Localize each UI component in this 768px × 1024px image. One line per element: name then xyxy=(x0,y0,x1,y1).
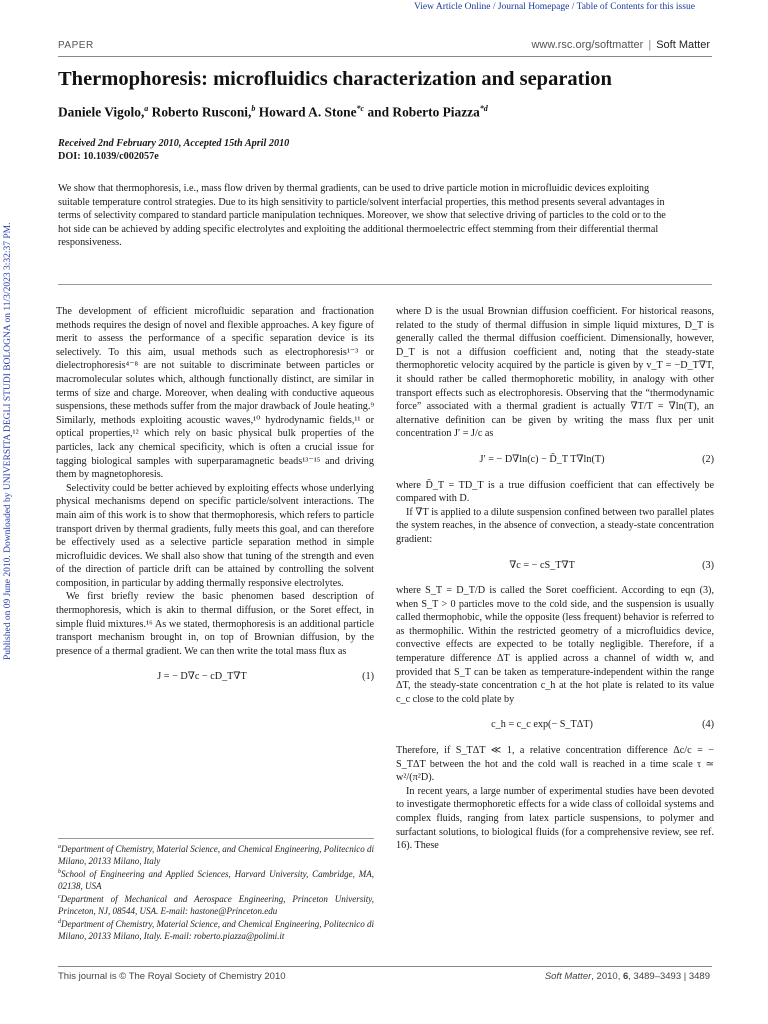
footer-year: , 2010, xyxy=(591,971,623,982)
author-name: and Roberto Piazza xyxy=(367,104,480,120)
nav-separator: / xyxy=(490,2,498,12)
footer-pages: , 3489–3493 | 3489 xyxy=(628,971,710,982)
author-name: Howard A. Stone xyxy=(258,104,357,120)
body-paragraph: Selectivity could be better achieved by exploiting effects whose underlying physical mechanisms depend on specific particle/solvent interactions. The main aim of this work is to show that thermophoresis, which refers to particle transport driven by thermal gradients, fully meets this goal, and can therefore be effectively used as a selective particle separation method in simple microfluidic devices. We shall also show that tuning of the strength and even of the direction of particle drift can be attained by controlling the solvent composition, in particular by adding thermally responsive electrolytes. xyxy=(56,482,374,589)
article-title: Thermophoresis: microfluidics characterization and separation xyxy=(58,68,612,90)
footer-divider xyxy=(58,966,712,967)
doi[interactable]: DOI: 10.1039/c002057e xyxy=(58,151,159,162)
body-paragraph: where D is the usual Brownian diffusion coefficient. For historical reasons, related to the study of thermal diffusion in simple liquid mixtures, D_T is generally called the thermal diffusion coefficient. Dimensionally, however, D_T is not a diffusion coefficient and, noting that the steady-state thermophoretic velocity acquired by the particle is given by v_T = −D_T∇T, it should rather be called thermophoretic mobility, in analogy with other transport effects such as electrophoresis. Observing that the “thermodynamic force” associated with a thermal gradient is actually ∇T/T = ∇ln(T), an alternative definition can be given by writing the mass flux per unit concentration J′ = J/c as xyxy=(396,306,714,440)
journal-url[interactable]: www.rsc.org/softmatter xyxy=(531,39,644,51)
article-type-label: PAPER xyxy=(58,40,94,51)
affiliation-item xyxy=(58,892,374,917)
abstract-divider xyxy=(58,284,712,285)
body-paragraph: where S_T = D_T/D is called the Soret coefficient. According to eqn (3), when S_T > 0 particles move to the cold side, and the suspension is usually called thermophobic, while the opposite (less frequent) behavior is referred to as thermophilic. Within the restricted geometry of a microfluidics device, convective effects are expected to be totally negligible. Therefore, if a temperature difference ΔT is applied across a channel of width w, and provided that S_T can be taken as temperature-independent within the range ΔT, the steady-state concentration c_h at the hot plate is related to its value c_c close to the cold plate by xyxy=(396,585,714,705)
equation-expression: J = − D∇c − cD_T∇T xyxy=(157,671,247,683)
affiliation-item xyxy=(58,917,374,942)
body-paragraph: If ∇T is applied to a dilute suspension confined between two parallel plates the system reaches, in the absence of convection, a steady-state concentration gradient: xyxy=(396,506,714,545)
top-links xyxy=(414,2,695,12)
top-navigation xyxy=(0,2,768,14)
equation-expression: ∇c = − cS_T∇T xyxy=(509,559,575,571)
header-divider xyxy=(58,56,712,57)
affiliation-mark: a xyxy=(58,844,61,850)
author-name: Daniele Vigolo, xyxy=(58,104,145,120)
equation-number: (3) xyxy=(702,559,714,571)
affiliation-mark: d xyxy=(58,919,61,925)
body-column-left xyxy=(56,305,374,696)
affiliation-item xyxy=(58,842,374,867)
footer-journal: Soft Matter xyxy=(544,971,592,982)
author-affiliation-mark: b xyxy=(251,104,256,113)
nav-separator: / xyxy=(569,2,577,12)
affiliation-text: Department of Chemistry, Material Science, and Chemical Engineering, Politecnico di Milano, 20133 Milano, Italy. E-mail: roberto.piazza@polimi.it xyxy=(58,919,374,941)
footnote-divider xyxy=(58,838,374,839)
table-of-contents-link[interactable]: Table of Contents for this issue xyxy=(576,2,695,12)
equation-2 xyxy=(396,453,714,467)
author-affiliation-mark: a xyxy=(144,104,149,113)
equation-number: (4) xyxy=(702,719,714,731)
body-column-right xyxy=(396,305,714,853)
author-affiliation-mark: *d xyxy=(479,104,488,113)
affiliation-mark: b xyxy=(58,869,61,875)
equation-number: (1) xyxy=(362,671,374,683)
received-dates: Received 2nd February 2010, Accepted 15th April 2010 xyxy=(58,138,290,149)
equation-expression: c_h = c_c exp(− S_TΔT) xyxy=(491,719,593,731)
equation-3 xyxy=(396,559,714,573)
copyright-notice: This journal is © The Royal Society of Chemistry 2010 xyxy=(58,971,286,982)
equation-4 xyxy=(396,718,714,732)
footer-volume: 6 xyxy=(622,971,629,982)
author-affiliation-mark: *c xyxy=(356,104,365,113)
affiliation-item xyxy=(58,867,374,892)
abstract: We show that thermophoresis, i.e., mass flow driven by thermal gradients, can be used to drive particle motion in microfluidic devices exploiting suitable temperature control strategies. Due to its high sensitivity to particle/solvent interfacial properties, this method presents several advantages in terms of selectivity compared to standard particle manipulation techniques. Moreover, we show that selective driving of particles to the cold or to the hot side can be achieved by adding specific electrolytes and exploiting the additional thermoelectric effect stemming from their differential thermal responsiveness. xyxy=(58,183,666,248)
author-list xyxy=(58,104,488,120)
body-paragraph: We first briefly review the basic phenomen based description of thermophoresis, which is akin to thermal diffusion, or the Soret effect, in simple fluid mixtures.¹⁶ As we stated, thermophoresis is an additional particle transport mechanism brought in, on top of Brownian diffusion, by the presence of a thermal gradient. We can then write the total mass flux as xyxy=(56,591,374,657)
journal-name: Soft Matter xyxy=(656,39,710,51)
citation-info xyxy=(545,971,710,982)
body-paragraph: The development of efficient microfluidic separation and fractionation methods requires the design of novel and flexible approaches. A key figure of merit to assess the performance of a specific separation device is its selectively. To this aim, usual methods such as electrophoresis¹⁻³ or dielectrophoresis⁴⁻⁸ are not suitable to discriminate between particles or macromolecular solutes which, although functionally distinct, are similar in terms of size and charge. Moreover, when dealing with conductive aqueous suspensions, these methods suffer from the major drawback of Joule heating.⁹ Similarly, methods exploiting acoustic waves,¹⁰ hydrodynamic fields,¹¹ or optical properties,¹² which rely on basic physical bulk properties of the particles, lack any chemical specificity, which is often a crucial issue for tagging biological samples with superparamagnetic beads¹³⁻¹⁵ and driving them by magnetophoresis. xyxy=(56,306,374,481)
affiliation-text: School of Engineering and Applied Sciences, Harvard University, Cambridge, MA, 02138, USA xyxy=(58,869,374,891)
affiliation-text: Department of Chemistry, Material Science, and Chemical Engineering, Politecnico di Milano, 20133 Milano, Italy xyxy=(58,844,374,866)
affiliation-mark: c xyxy=(58,894,61,900)
equation-number: (2) xyxy=(702,453,714,465)
body-paragraph: where D̃_T = TD_T is a true diffusion coefficient that can effectively be compared with D. xyxy=(396,479,714,505)
journal-header xyxy=(531,39,710,51)
affiliations xyxy=(58,842,374,942)
download-banner: Published on 09 June 2010. Downloaded by UNIVERSITA DEGLI STUDI BOLOGNA on 11/3/2023 3:32:37 PM. xyxy=(3,222,13,660)
author-name: Roberto Rusconi, xyxy=(151,104,252,120)
body-paragraph: Therefore, if S_TΔT ≪ 1, a relative concentration difference Δc/c = − S_TΔT between the hot and the cold wall is reached in a time scale τ ≃ w²/(π²D). xyxy=(396,745,714,784)
view-article-online-link[interactable]: View Article Online xyxy=(414,2,491,12)
affiliation-text: Department of Mechanical and Aerospace Engineering, Princeton University, Princeton, NJ, 08544, USA. E-mail: hastone@Princeton.edu xyxy=(58,894,374,916)
equation-1 xyxy=(56,670,374,684)
header-separator: | xyxy=(648,39,652,51)
equation-expression: J′ = − D∇ln(c) − D̃_T T∇ln(T) xyxy=(479,453,605,465)
body-paragraph: In recent years, a large number of experimental studies have been devoted to investigate thermophoretic effects for a wide class of colloidal systems and complex fluids, ranging from latex particle suspensions, to polymer and surfactant solutions, to biological fluids (for a comprehensive review, see ref. 16). These xyxy=(396,785,714,852)
journal-homepage-link[interactable]: Journal Homepage xyxy=(497,2,570,12)
